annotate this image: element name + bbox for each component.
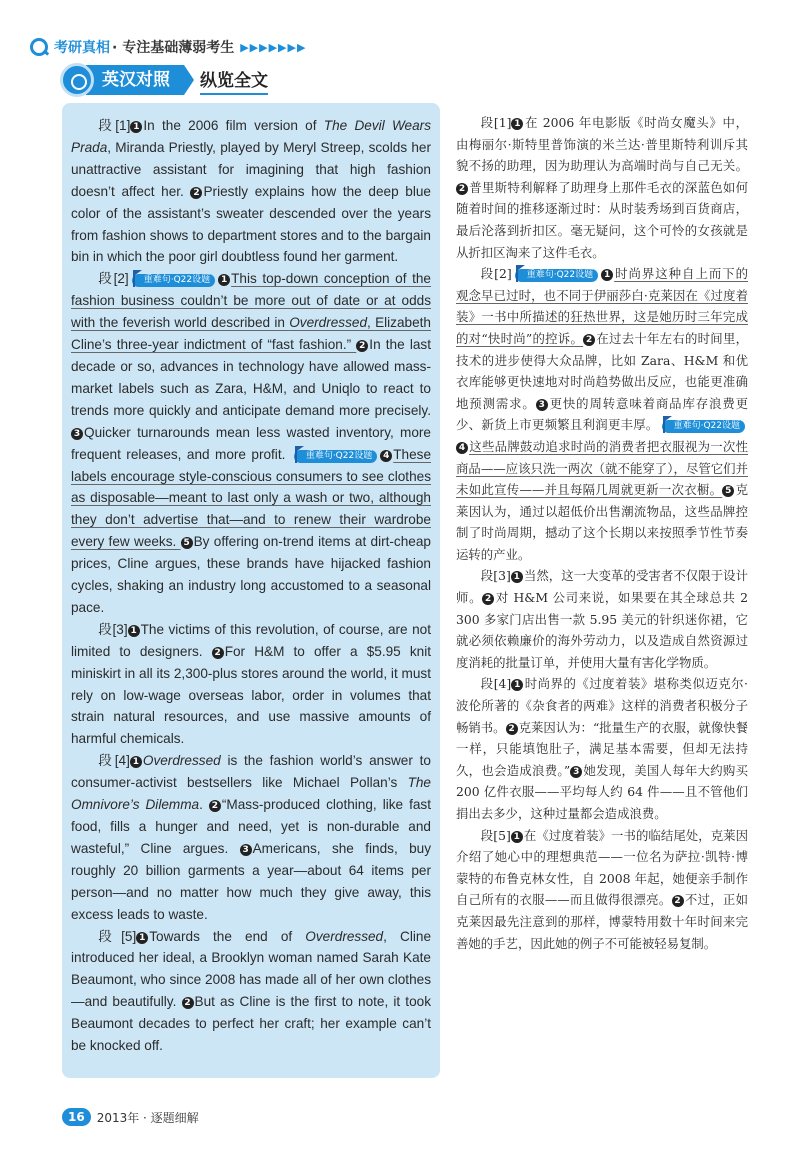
english-text-panel [62,103,440,1078]
arrows-decoration: ▶▶▶▶▶▶▶ [240,40,307,54]
sentence-number-4: 4 [380,450,392,462]
sentence-number-1: 1 [218,274,230,286]
sentence-number-5: 5 [722,485,734,497]
sentence-text: Americans, she finds, buy roughly 20 billion garments a year—about 64 items per person—and no matter how much they give away, this excess leads to waste. [71,840,431,922]
sentence-text: . [199,797,209,813]
sentence-number-2: 2 [482,593,494,605]
search-circle-icon [60,63,94,97]
sentence-number-4: 4 [456,442,468,454]
sentence-number-1: 1 [511,831,523,843]
sentence-number-3: 3 [536,399,548,411]
sentence-number-2: 2 [212,647,224,659]
sentence-text: In the 2006 film version of [143,118,324,133]
paragraph-label: 段[5] [98,928,137,944]
sentence-text: 她发现，美国人每年大约购买 200 亿件衣服——平均每人约 64 件——且不管他们捐出去多少，这种过量都会造成浪费。 [456,762,748,821]
en-paragraph-4 [71,750,431,925]
paragraph-label: 段[3] [98,621,128,637]
sentence-text: 普里斯特利解释了助理身上那件毛衣的深蓝色如何随着时间的推移逐渐过时：从时装秀场到百货商店，最后沦落到折扣区。毫无疑问，这个可怜的女孩就是从折扣区淘来了这件毛衣。 [456,179,748,260]
key-sentence-flag: 重难句·Q22设题 [132,274,215,287]
zh-paragraph-1 [456,112,748,263]
sentence-text: But as Cline is the first to note, it took Beaumont decades to perfect her craft; her example can’t be knocked off. [71,994,431,1054]
sentence-number-2: 2 [506,723,518,735]
chinese-translation-column [456,112,748,954]
sentence-number-1: 1 [136,932,148,944]
key-sentence-text: These labels encourage style-conscious consumers to see clothes as disposable—meant to last only a wash or two, although they don’t advertise that—and to renew their wardrobe every few weeks. [71,446,431,550]
sentence-text: is the fashion world’s answer to consumer-activist bestsellers like Michael Pollan’s [71,753,431,791]
sentence-text: 不过，正如克莱因最先注意到的那样，博蒙特用数十年时间来完善她的手艺，因此她的例子不可能被轻易复制。 [456,892,749,951]
sentence-number-2: 2 [456,183,468,195]
zh-paragraph-5 [456,825,748,955]
sentence-number-1: 1 [128,625,140,637]
book-title: Overdressed [142,753,221,769]
sentence-text: “Mass-produced clothing, like fast food, fills a hunger and need, yet is non-durable and wasteful,” Cline argues. [71,797,431,856]
sentence-text: Towards the end of [149,928,306,944]
key-sentence-flag: 重难句·Q22设题 [662,420,745,433]
sentence-text: In the last decade or so, advances in technology have allowed mass-market labels such as Zara, H&M, and Uniqlo to react to trends more quickly and anticipate demand more precisely. [71,337,431,418]
sentence-number-2: 2 [190,187,202,199]
sentence-number-2: 2 [356,340,368,352]
sentence-number-2: 2 [209,800,221,812]
sentence-number-2: 2 [672,895,684,907]
sentence-text: 更快的周转意味着商品库存浪费更少、新货上市更频繁且利润更丰厚。 [456,395,749,433]
sentence-text: , Cline introduced her ideal, a Brooklyn woman named Sarah Kate Beaumont, who since 2008 has made all of her own clothes—and beautifully. [71,928,432,1010]
sentence-number-2: 2 [583,334,595,346]
film-title: The Devil Wears Prada [71,118,431,155]
sentence-text: 在 2006 年电影版《时尚女魔头》中，由梅丽尔·斯特里普饰演的米兰达·普里斯特利训斥其貌不扬的助理，因为助理认为高端时尚与自己无关。 [456,115,748,174]
sentence-text: 在过去十年左右的时间里，技术的进步使得大众品牌，比如 Zara、H&M 和优衣库能够更快速地对时尚趋势做出反应，也能更准确地预测需求。 [456,330,749,411]
sentence-number-1: 1 [601,269,613,281]
sentence-text: 当然，这一大变革的受害者不仅限于设计师。 [456,568,748,606]
sentence-text: 在《过度着装》一书的临结尾处，克莱因介绍了她心中的理想典范——一位名为萨拉·凯特·博蒙特的布鲁克林女性，自 2008 年起，她便亲手制作自己所有的衣服——而且做得很漂亮。 [456,827,748,908]
section-title-main: 英汉对照 [86,65,184,95]
sentence-number-1: 1 [511,679,523,691]
sentence-text: This top-down conception of the fashion business couldn’t be more out of date or at odds with the feverish world described in [71,271,431,331]
key-sentence-flag: 重难句·Q22设题 [515,269,598,282]
sentence-number-1: 1 [130,121,142,133]
zh-paragraph-4 [456,673,748,824]
brand-name: 考研真相 [54,40,110,56]
paragraph-label: 段[1] [480,115,512,130]
sentence-text: , Miranda Priestly, played by Meryl Streep, scolds her unattractive assistant for imagining that high fashion doesn’t affect her. [71,139,431,199]
paragraph-label: 段[4] [98,753,130,769]
en-paragraph-2 [71,268,431,619]
paragraph-label: 段[4] [480,676,512,692]
sentence-text: By offering on-trend items at dirt-cheap prices, Cline argues, these brands have hijacked fashion cycles, shaking an industry long accustomed to a seasonal pace. [71,534,431,615]
en-paragraph-1 [71,115,431,268]
en-paragraph-3 [71,619,431,750]
footer-text: 2013年 · 逐题细解 [96,1110,199,1125]
paragraph-label: 段[2] [480,266,512,282]
search-logo-icon [30,38,48,56]
sentence-number-5: 5 [181,537,193,549]
sentence-number-3: 3 [71,428,83,440]
ribbon-tail [184,65,194,95]
sentence-text: 对 H&M 公司来说，如果要在其全球总共 2 300 多家门店出售一款 5.95 美元的针织迷你裙，它就必须依赖廉价的海外劳动力，以及造成自然资源过度消耗的批量订单，并使用大量有害化学物质。 [456,590,749,670]
page-number: 16 [62,1108,91,1126]
page-header [30,36,306,58]
sentence-number-1: 1 [511,118,523,130]
zh-paragraph-2 [456,263,748,565]
book-title: Overdressed [289,315,368,331]
sentence-text: 克莱因认为：“批量生产的衣服，就像快餐一样，只能填饱肚子，满足基本需要，但却无法持久，也会造成浪费。” [456,719,748,778]
section-subtitle: 纵览全文 [200,66,268,95]
zh-paragraph-3 [456,565,748,673]
book-title: Overdressed [305,928,384,944]
en-paragraph-5 [71,926,431,1057]
paragraph-label: 段[1] [98,118,131,133]
sentence-number-1: 1 [130,756,142,768]
sentence-number-1: 1 [511,571,523,583]
paragraph-label: 段[3] [480,568,511,584]
book-title: The Omnivore’s Dilemma [71,775,431,813]
sentence-text: 克莱因认为，通过以超低价出售潮流物品，这些品牌控制了时尚周期，撼动了这个长期以来按照季节性节奏运转的产业。 [456,482,749,562]
paragraph-label: 段[2] [98,271,129,287]
paragraph-label: 段[5] [480,827,511,843]
key-sentence-text: 时尚界这种自上而下的观念早已过时，也不同于伊丽莎白·克莱因在《过度着装》一书中所描述的狂热世界，这是她历时三年完成的对“快时尚”的控诉。 [456,266,748,346]
sentence-number-3: 3 [570,766,582,778]
sentence-number-2: 2 [182,997,194,1009]
sentence-text: , Elizabeth Cline’s three-year indictment of “fast fashion.” [71,315,431,353]
key-sentence-text: 这些品牌鼓动追求时尚的消费者把衣服视为一次性商品——应该只洗一两次（就不能穿了），尽管它们并未如此宣传——并且每隔几周就更新一次衣橱。 [456,438,748,498]
sentence-number-3: 3 [240,844,252,856]
page-footer [62,1108,199,1126]
sentence-text: 时尚界的《过度着装》堪称类似迈克尔·波伦所著的《杂食者的两难》这样的消费者积极分子畅销书。 [456,676,748,735]
key-sentence-flag: 重难句·Q22设题 [294,450,377,463]
sentence-text: The victims of this revolution, of course, are not limited to designers. [71,621,431,659]
sentence-text: Priestly explains how the deep blue color of the assistant’s sweater descended over the years from fashion shows to department stores and to the bargain bin in which the poor girl doubtless found her garment. [71,183,431,265]
brand-tagline: · 专注基础薄弱考生 [112,40,235,56]
sentence-text: Quicker turnarounds mean less wasted inventory, more frequent releases, and more profit. [71,424,431,462]
sentence-text: For H&M to offer a $5.95 knit miniskirt in all its 2,300-plus stores around the world, it must rely on low-wage overseas labor, order in volumes that strain natural resources, and use massive amounts of harmful chemicals. [71,643,431,747]
section-title [60,64,268,96]
